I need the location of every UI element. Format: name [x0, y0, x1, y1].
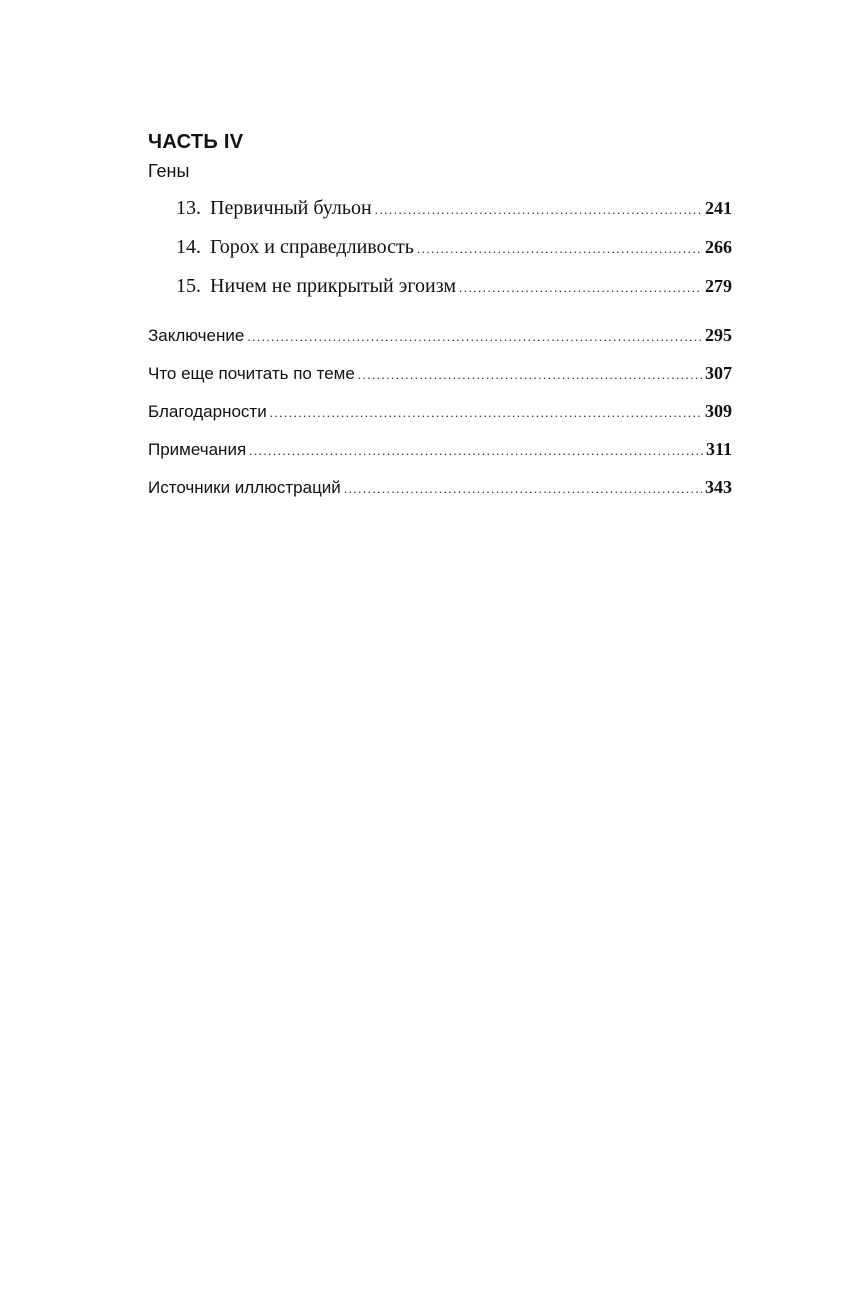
dot-leader: [270, 405, 702, 421]
toc-entry-chapter-15[interactable]: [148, 275, 732, 314]
chapter-number: 14.: [176, 236, 201, 258]
entry-title: Что еще почитать по теме: [148, 364, 355, 383]
dot-leader: [358, 367, 702, 383]
back-matter-list: [148, 325, 732, 515]
toc-entry-chapter-13[interactable]: [148, 197, 732, 236]
chapter-number: 13.: [176, 197, 201, 219]
dot-leader: [375, 202, 702, 218]
chapter-title: Горох и справедливость: [210, 236, 414, 258]
toc-entry-illustration-sources[interactable]: [148, 477, 732, 515]
toc-entry-further-reading[interactable]: [148, 363, 732, 401]
page-number: 307: [705, 363, 732, 383]
toc-entry-notes[interactable]: [148, 439, 732, 477]
page-number: 343: [705, 477, 732, 497]
page-number: 309: [705, 401, 732, 421]
chapter-title: Ничем не прикрытый эгоизм: [210, 275, 457, 297]
dot-leader: [459, 280, 702, 296]
chapter-number: 15.: [176, 275, 201, 297]
dot-leader: [417, 241, 702, 257]
chapter-list: [148, 197, 732, 314]
dot-leader: [344, 481, 702, 497]
page-number: 311: [705, 439, 732, 459]
entry-title: Благодарности: [148, 402, 267, 421]
page-number: 295: [705, 325, 732, 345]
dot-leader: [249, 443, 703, 459]
toc-entry-chapter-14[interactable]: [148, 236, 732, 275]
part-subtitle: Гены: [148, 161, 190, 181]
dot-leader: [247, 329, 702, 345]
toc-entry-conclusion[interactable]: [148, 325, 732, 363]
entry-title: Заключение: [148, 326, 245, 345]
page-number: 279: [705, 276, 732, 296]
page-number: 266: [705, 237, 732, 257]
entry-title: Источники иллюстраций: [148, 478, 341, 497]
part-title: ЧАСТЬ IV: [148, 131, 244, 153]
toc-entry-acknowledgements[interactable]: [148, 401, 732, 439]
entry-title: Примечания: [148, 440, 247, 459]
page-number: 241: [705, 198, 732, 218]
chapter-title: Первичный бульон: [210, 197, 372, 219]
